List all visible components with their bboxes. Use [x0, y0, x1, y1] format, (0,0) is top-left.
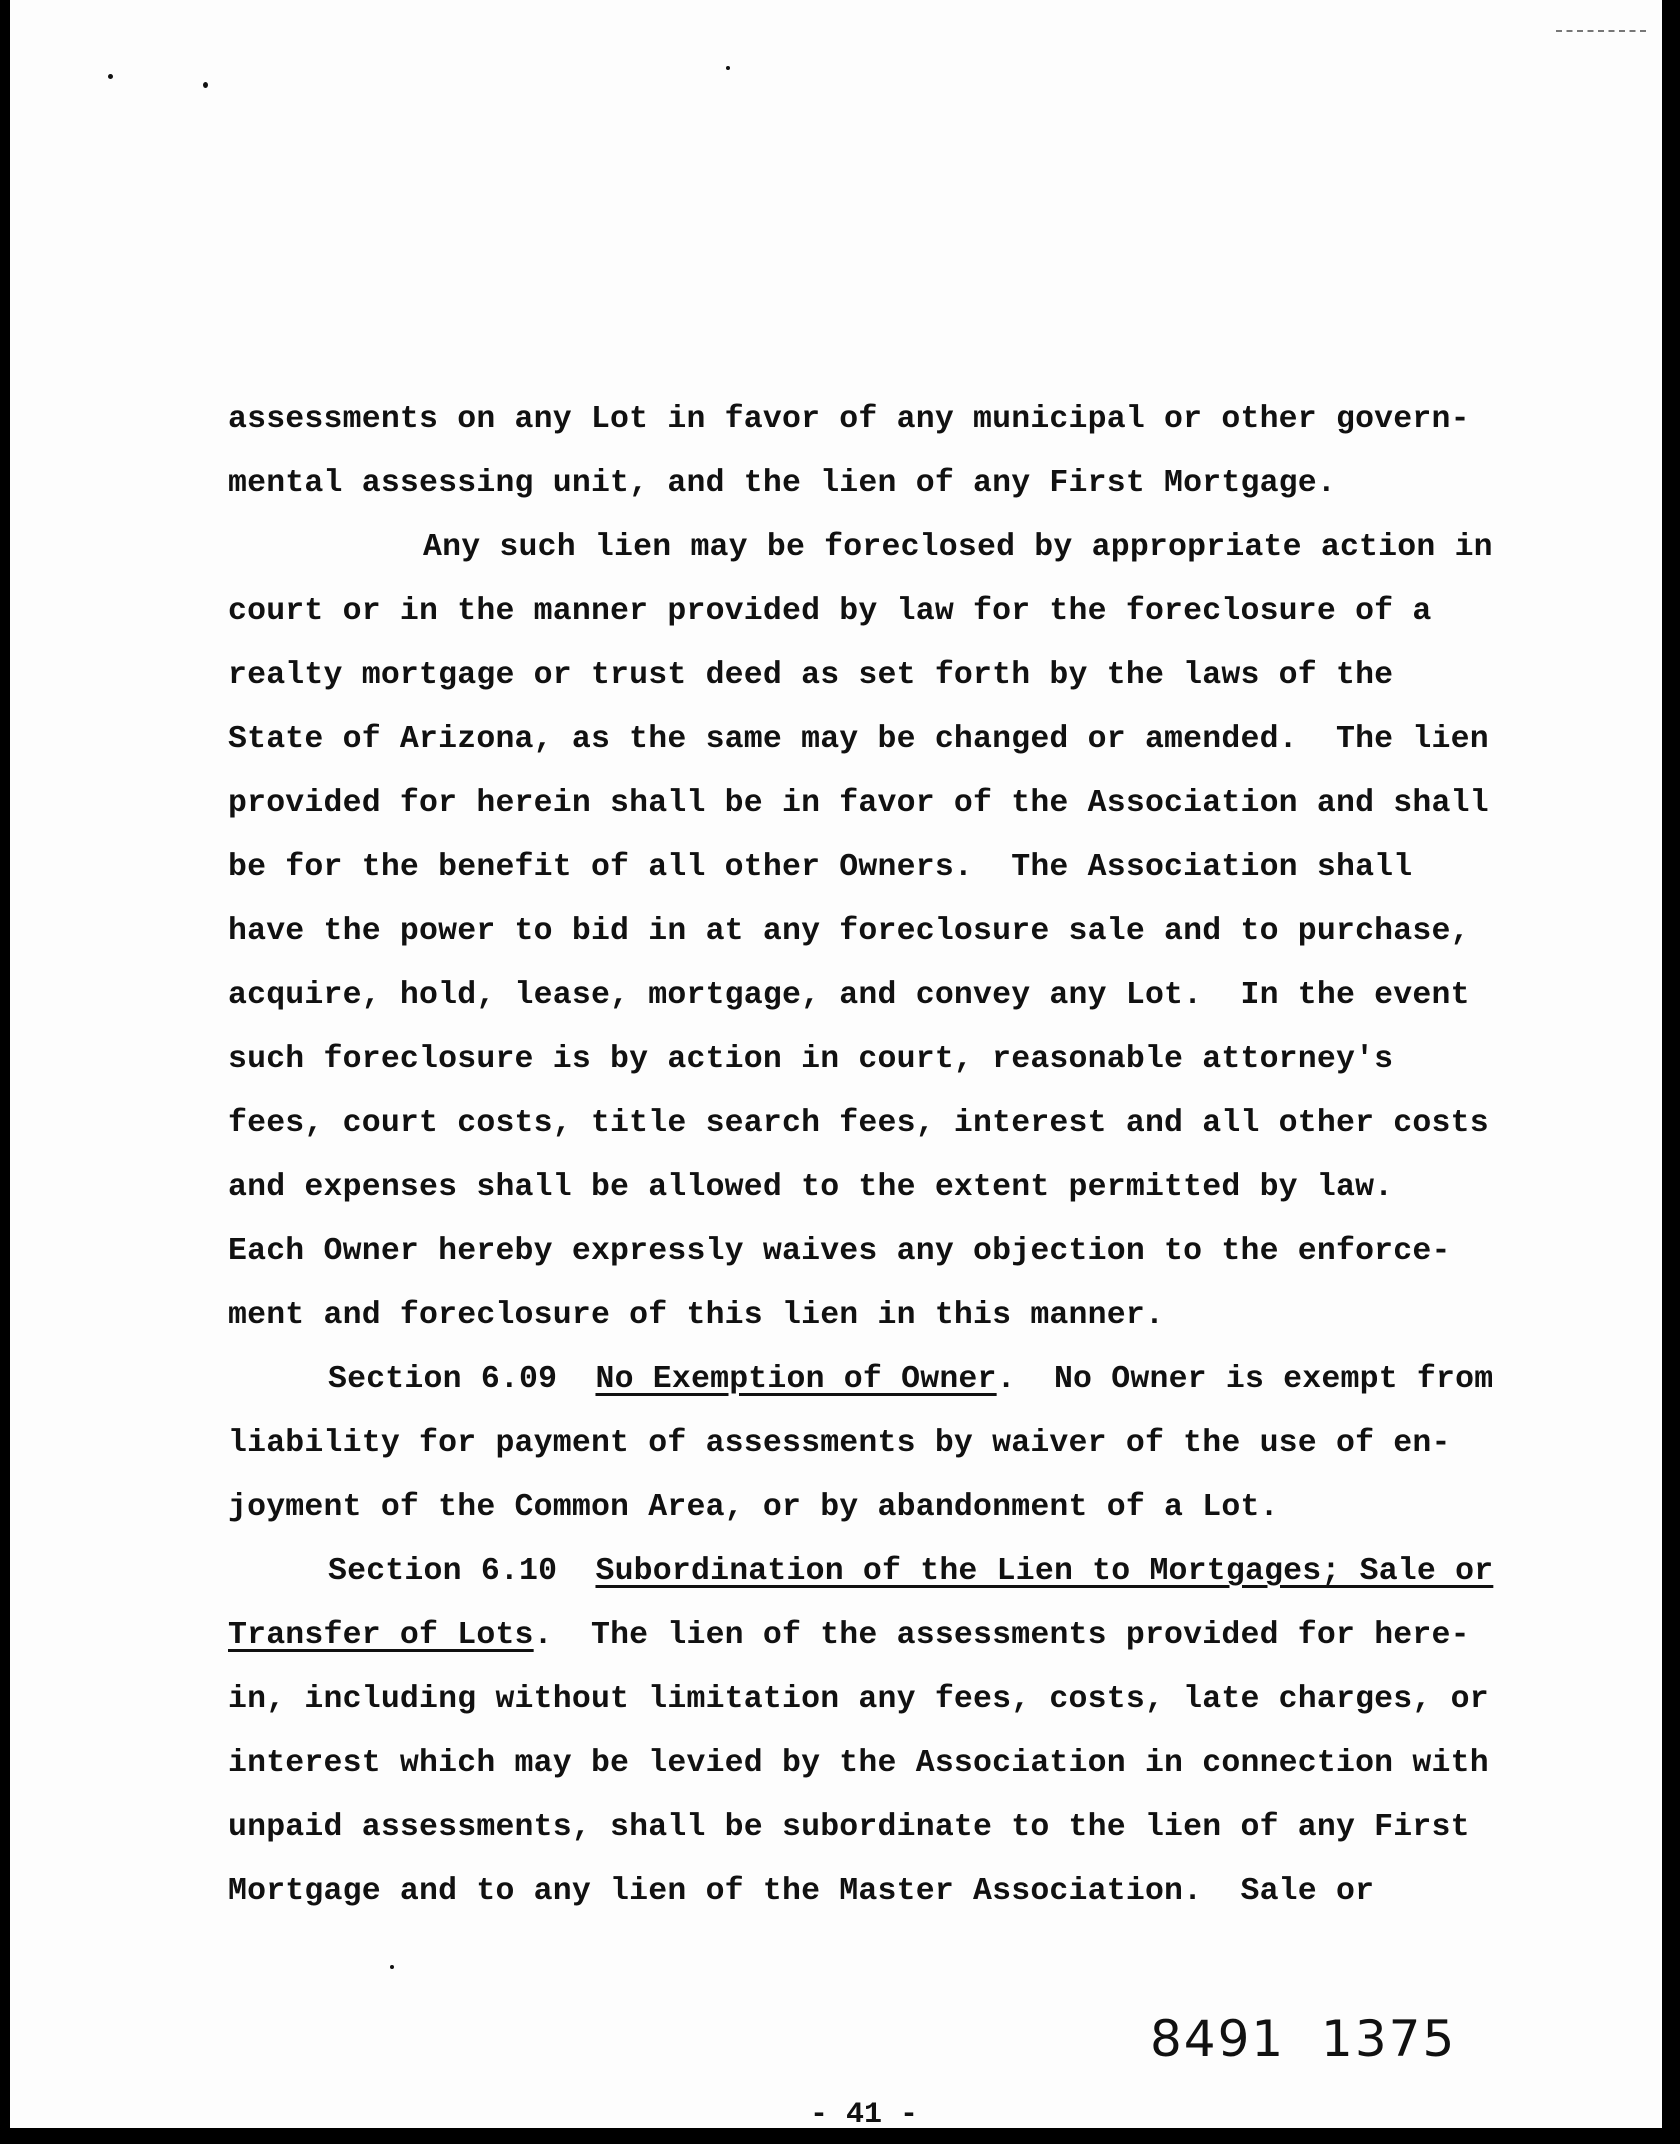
text-line: in, including without limitation any fees, costs, late charges, or [228, 1682, 1489, 1717]
section-number: Section 6.10 [328, 1554, 558, 1589]
text-line: such foreclosure is by action in court, reasonable attorney's [228, 1042, 1394, 1077]
section-heading: No Exemption of Owner [595, 1362, 997, 1397]
section-number: Section 6.09 [328, 1362, 558, 1397]
text-line: realty mortgage or trust deed as set forth by the laws of the [228, 658, 1394, 693]
text-line: and expenses shall be allowed to the extent permitted by law. [228, 1170, 1394, 1205]
text-fragment: . No Owner is exempt from [996, 1362, 1494, 1397]
scan-corner-mark [1556, 30, 1646, 38]
text-line: Any such lien may be foreclosed by appropriate action in [423, 530, 1493, 565]
text-line: be for the benefit of all other Owners. The Association shall [228, 850, 1413, 885]
text-line: fees, court costs, title search fees, interest and all other costs [228, 1106, 1489, 1141]
text-line: unpaid assessments, shall be subordinate to the lien of any First [228, 1810, 1470, 1845]
section-6-09-first-line [328, 1360, 1493, 1400]
scan-speck [203, 82, 208, 88]
scan-speck [726, 66, 730, 70]
text-line: interest which may be levied by the Association in connection with [228, 1746, 1489, 1781]
section-heading: Subordination of the Lien to Mortgages; Sale or [595, 1554, 1494, 1589]
text-line: have the power to bid in at any foreclosure sale and to purchase, [228, 914, 1470, 949]
text-line: joyment of the Common Area, or by abandonment of a Lot. [228, 1490, 1279, 1525]
scan-speck [108, 74, 113, 79]
text-line: mental assessing unit, and the lien of any First Mortgage. [228, 466, 1336, 501]
text-line: provided for herein shall be in favor of the Association and shall [228, 786, 1489, 821]
text-line: Mortgage and to any lien of the Master Association. Sale or [228, 1874, 1375, 1909]
section-6-10-first-line [328, 1552, 1493, 1592]
text-line: acquire, hold, lease, mortgage, and convey any Lot. In the event [228, 978, 1470, 1013]
text-line: State of Arizona, as the same may be changed or amended. The lien [228, 722, 1489, 757]
text-line: court or in the manner provided by law for the foreclosure of a [228, 594, 1432, 629]
text-fragment: . The lien of the assessments provided for here- [533, 1618, 1470, 1653]
section-6-10-second-line [228, 1616, 1470, 1656]
document-page [10, 0, 1662, 2128]
text-line: Each Owner hereby expressly waives any objection to the enforce- [228, 1234, 1451, 1269]
page-number: - 41 - [810, 2098, 919, 2128]
text-line: ment and foreclosure of this lien in this manner. [228, 1298, 1165, 1333]
section-heading: Transfer of Lots [228, 1618, 534, 1653]
text-line: liability for payment of assessments by waiver of the use of en- [228, 1426, 1451, 1461]
document-number: 8491 1375 [1150, 2010, 1457, 2068]
text-line: assessments on any Lot in favor of any municipal or other govern- [228, 402, 1470, 437]
scan-speck [390, 1965, 394, 1969]
